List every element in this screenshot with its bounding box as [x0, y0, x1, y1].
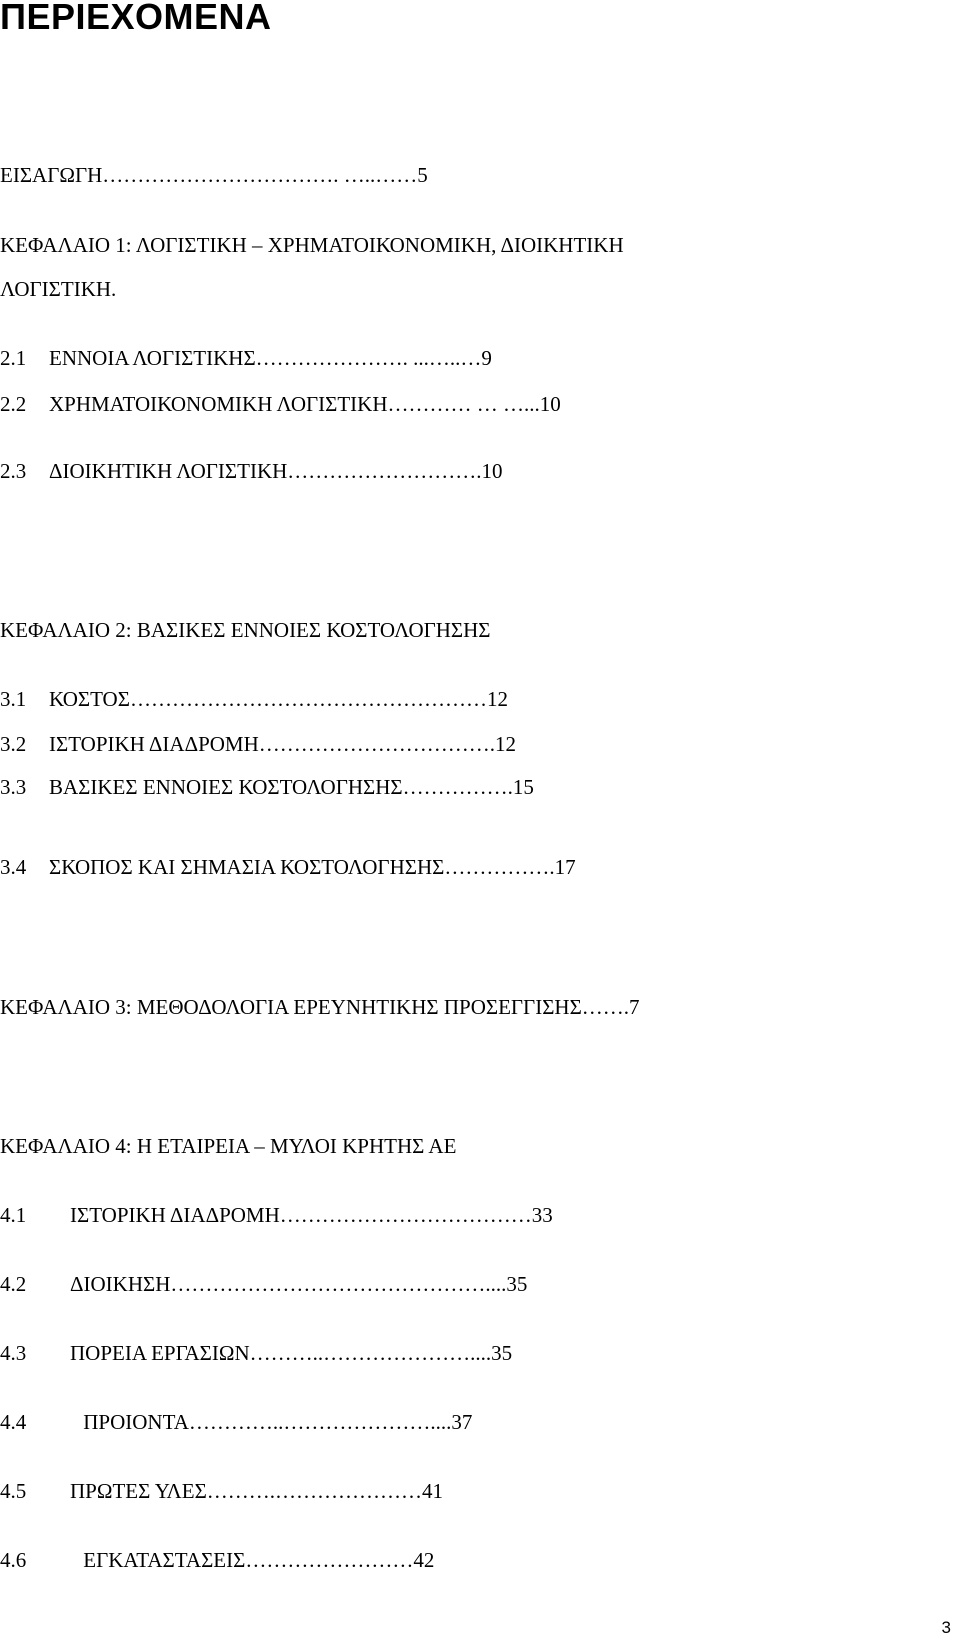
toc-entry-text: ΠΡΩΤΕΣ ΥΛΕΣ……….…………………41 — [70, 1479, 444, 1503]
toc-entry-number: 2.1 — [0, 346, 27, 370]
toc-entry-4-2 — [0, 1271, 527, 1297]
toc-chapter-3-heading — [0, 994, 640, 1020]
toc-entry-text: ΚΕΦΑΛΑΙΟ 2: ΒΑΣΙΚΕΣ ΕΝΝΟΙΕΣ ΚΟΣΤΟΛΟΓΗΣΗΣ — [0, 618, 491, 642]
toc-entry-number: 3.3 — [0, 775, 27, 799]
toc-entry-number: 4.3 — [0, 1341, 27, 1365]
toc-entry-text: ΚΟΣΤΟΣ……………………………………………12 — [49, 687, 508, 711]
toc-entry-text: ΛΟΓΙΣΤΙΚΗ. — [0, 277, 117, 301]
toc-entry-4-4 — [0, 1409, 472, 1435]
toc-entry-text: ΚΕΦΑΛΑΙΟ 3: ΜΕΘΟΔΟΛΟΓΙΑ ΕΡΕΥΝΗΤΙΚΗΣ ΠΡΟΣΕΓΓΙΣΗΣ…….7 — [0, 995, 640, 1019]
toc-entry-introduction — [0, 162, 428, 188]
toc-entry-number: 2.3 — [0, 459, 27, 483]
toc-entry-number: 2.2 — [0, 392, 27, 416]
toc-entry-number: 4.6 — [0, 1548, 27, 1572]
toc-entry-text: ΙΣΤΟΡΙΚΗ ΔΙΑΔΡΟΜΗ………………………………33 — [70, 1203, 553, 1227]
toc-entry-text: ΔΙΟΙΚΗΣΗ………………………………………....35 — [70, 1272, 528, 1296]
toc-entry-2-2 — [0, 391, 561, 417]
toc-entry-text: ΚΕΦΑΛΑΙΟ 1: ΛΟΓΙΣΤΙΚΗ – ΧΡΗΜΑΤΟΙΚΟΝΟΜΙΚΗ, ΔΙΟΙΚΗΤΙΚΗ — [0, 233, 624, 257]
toc-entry-text: ΒΑΣΙΚΕΣ ΕΝΝΟΙΕΣ ΚΟΣΤΟΛΟΓΗΣΗΣ…………….15 — [49, 775, 534, 799]
toc-entry-text: ΙΣΤΟΡΙΚΗ ΔΙΑΔΡΟΜΗ…………………………….12 — [49, 732, 517, 756]
toc-entry-text: ΧΡΗΜΑΤΟΙΚΟΝΟΜΙΚΗ ΛΟΓΙΣΤΙΚΗ………… … …...10 — [49, 392, 561, 416]
toc-entry-4-3 — [0, 1340, 512, 1366]
toc-entry-text: ΚΕΦΑΛΑΙΟ 4: Η ΕΤΑΙΡΕΙΑ – ΜΥΛΟΙ ΚΡΗΤΗΣ ΑΕ — [0, 1134, 457, 1158]
toc-entry-3-3 — [0, 774, 534, 800]
toc-entry-3-4 — [0, 854, 576, 880]
toc-chapter-2-heading — [0, 617, 491, 643]
toc-entry-number: 3.2 — [0, 732, 27, 756]
page-title: ΠΕΡΙΕΧΟΜΕΝΑ — [0, 0, 272, 37]
toc-entry-number: 3.1 — [0, 687, 27, 711]
toc-entry-number: 4.2 — [0, 1272, 27, 1296]
toc-entry-number: 4.1 — [0, 1203, 27, 1227]
toc-entry-4-1 — [0, 1202, 553, 1228]
toc-entry-3-2 — [0, 731, 516, 757]
toc-entry-text: ΠΟΡΕΙΑ ΕΡΓΑΣΙΩΝ………..…………………....35 — [70, 1341, 513, 1365]
toc-entry-text: ΣΚΟΠΟΣ ΚΑΙ ΣΗΜΑΣΙΑ ΚΟΣΤΟΛΟΓΗΣΗΣ…………….17 — [49, 855, 576, 879]
toc-entry-text: ΕΝΝΟΙΑ ΛΟΓΙΣΤΙΚΗΣ…………………. ...…..…9 — [49, 346, 492, 370]
toc-entry-2-3 — [0, 458, 503, 484]
toc-chapter-1-heading-continued — [0, 276, 116, 302]
toc-entry-2-1 — [0, 345, 492, 371]
toc-entry-4-6 — [0, 1547, 434, 1573]
page-number: 3 — [941, 1618, 951, 1637]
toc-entry-4-5 — [0, 1478, 443, 1504]
toc-entry-number: 4.4 — [0, 1410, 27, 1434]
toc-entry-text: ΠΡΟΙΟΝΤΑ…………..…………………....37 — [78, 1410, 473, 1434]
toc-entry-3-1 — [0, 686, 508, 712]
toc-chapter-1-heading — [0, 232, 624, 258]
toc-entry-number: 4.5 — [0, 1479, 27, 1503]
toc-entry-text: ΔΙΟΙΚΗΤΙΚΗ ΛΟΓΙΣΤΙΚΗ……………………….10 — [49, 459, 503, 483]
toc-chapter-4-heading — [0, 1133, 456, 1159]
toc-entry-number: 3.4 — [0, 855, 27, 879]
toc-entry-text: ΕΓΚΑΤΑΣΤΑΣΕΙΣ……………………42 — [78, 1548, 435, 1572]
toc-entry-text: ΕΙΣΑΓΩΓΗ……………………………. …..……5 — [0, 163, 428, 187]
